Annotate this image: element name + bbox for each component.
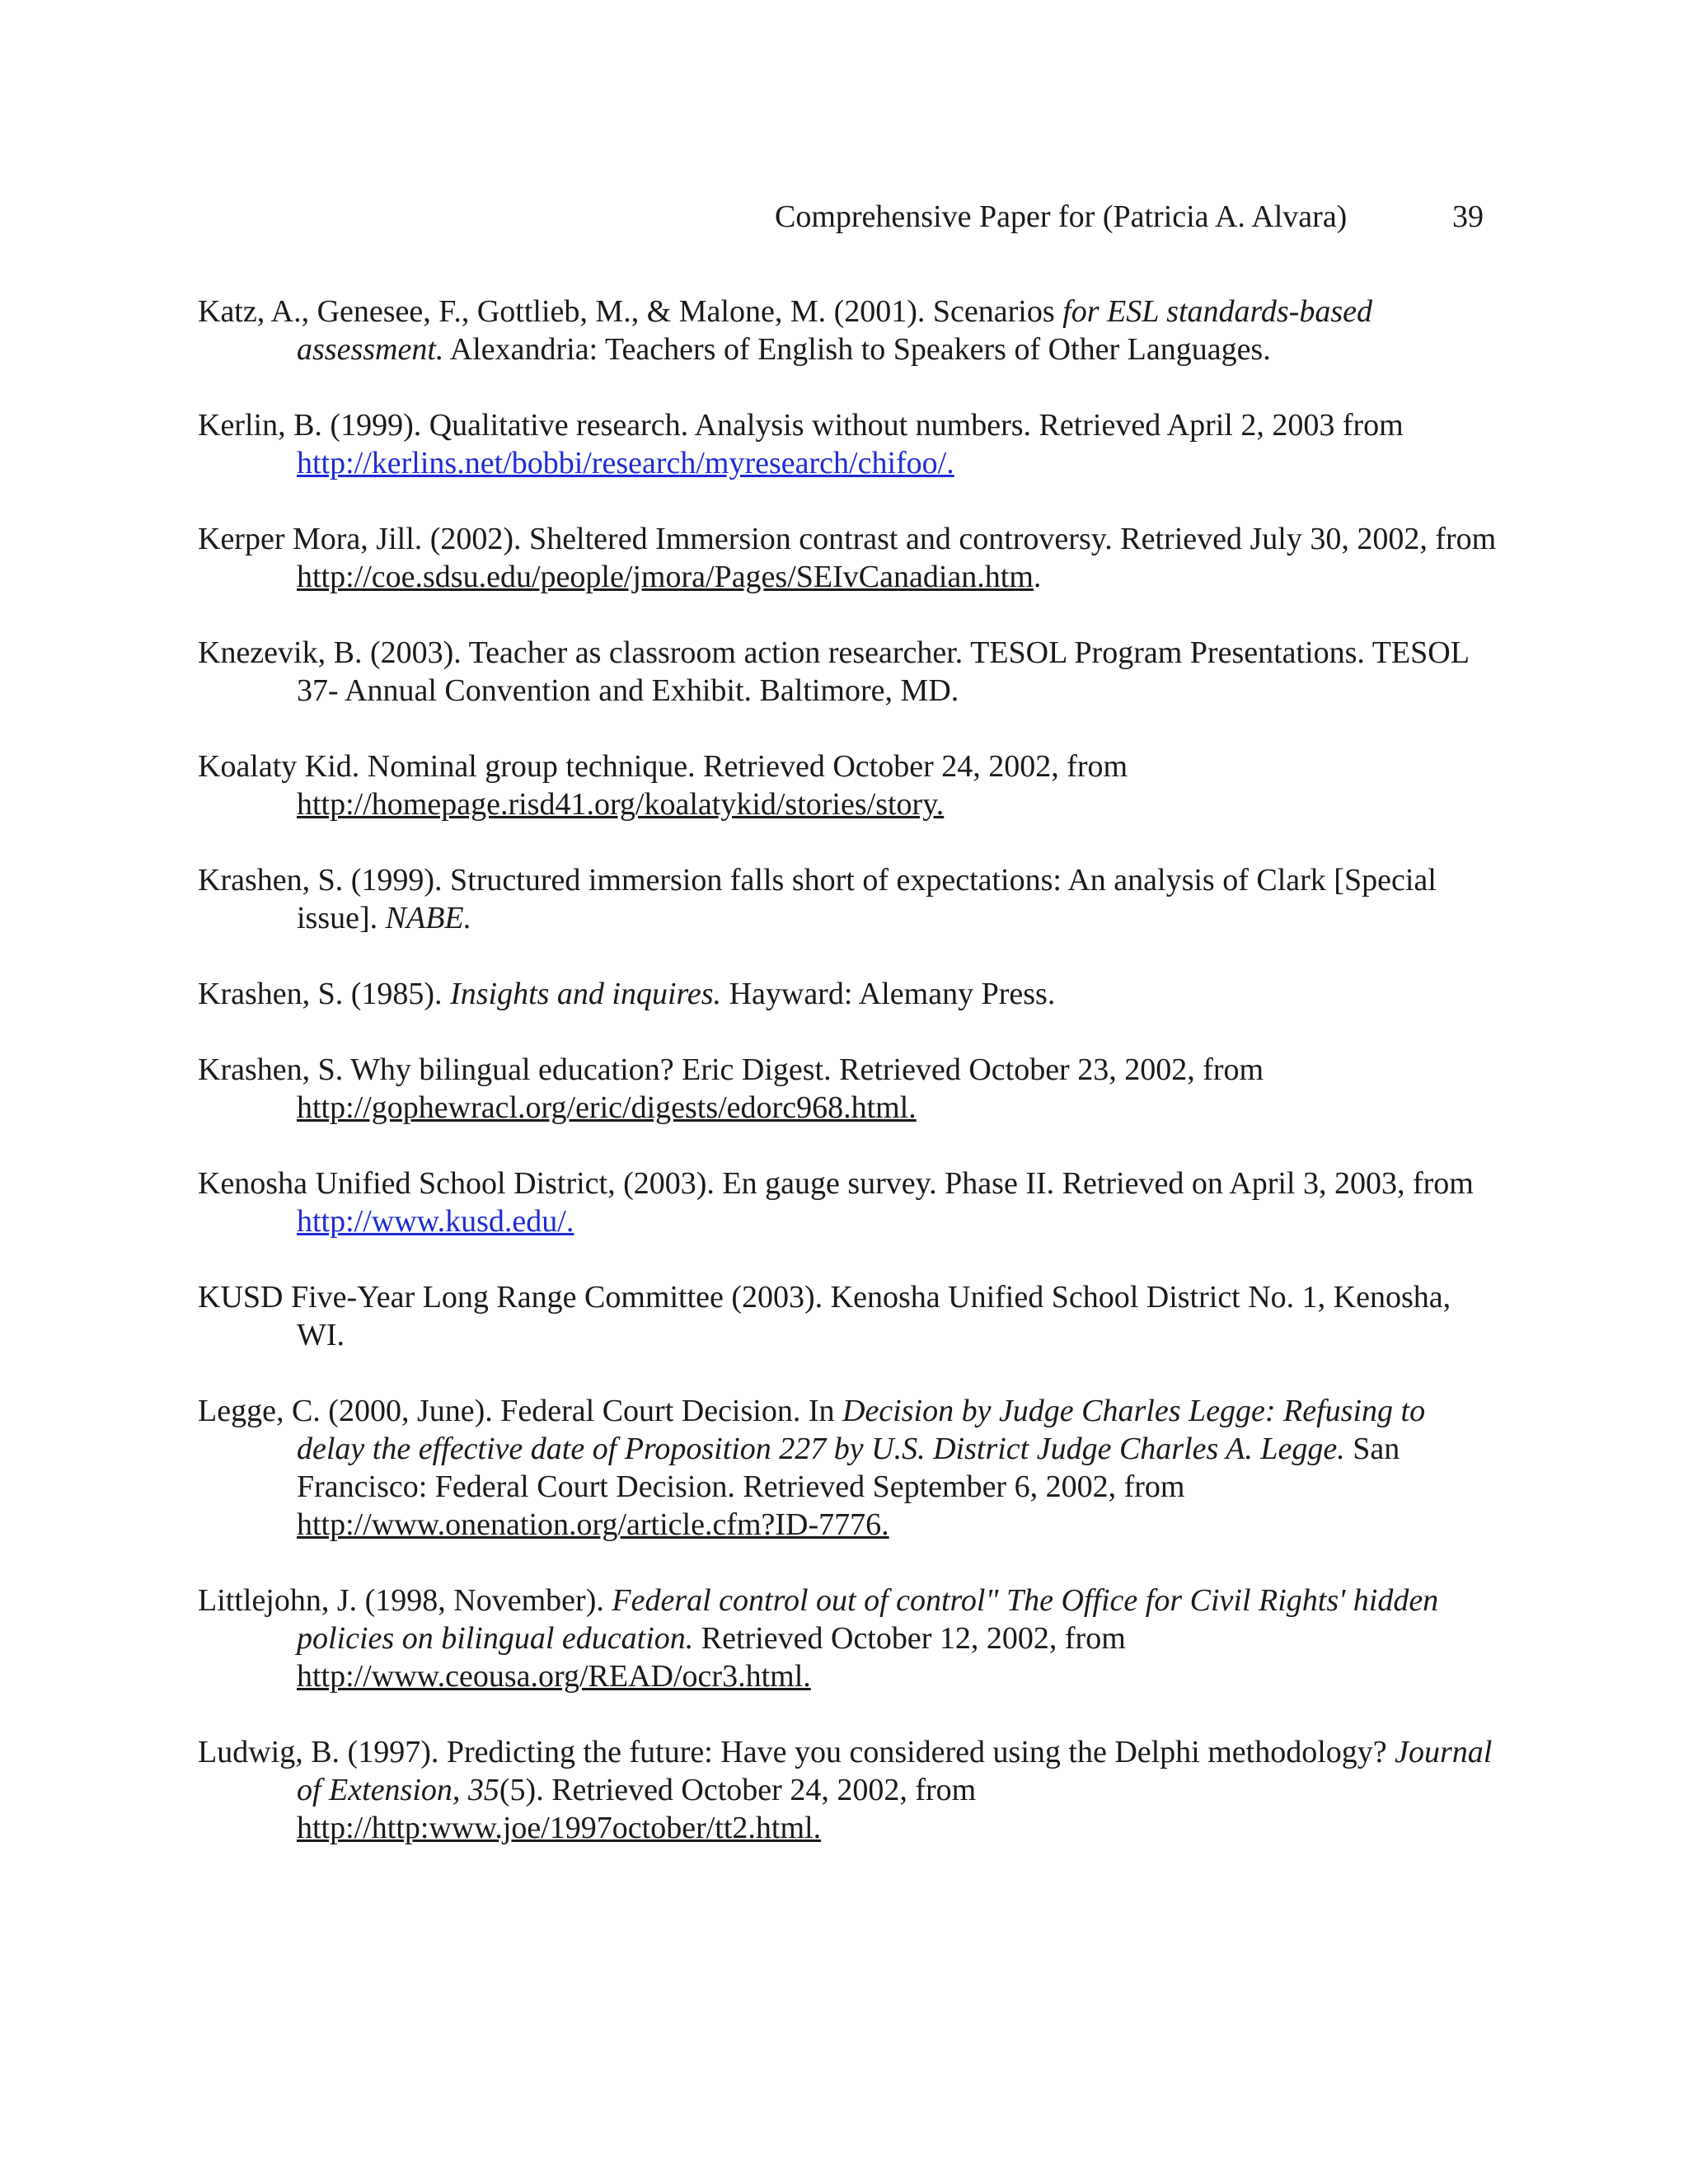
running-head [775,198,1484,236]
reference-link[interactable]: http://gophewracl.org/eric/digests/edorc968.html. [297,1090,917,1125]
reference-entry-koalaty-kid [198,748,1500,823]
reference-text: Knezevik, B. (2003). Teacher as classroom action researcher. TESOL Program Presentations. TESOL 37- Annual Convention and Exhibit. Baltimore, MD. [198,635,1469,708]
reference-entry-kerlin [198,406,1500,482]
reference-title: Insights and inquires. [450,977,722,1011]
reference-list [198,293,1500,1885]
reference-entry-littlejohn [198,1582,1500,1695]
reference-entry-katz [198,293,1500,368]
reference-entry-kerper-mora [198,520,1500,596]
reference-text: Littlejohn, J. (1998, November). [198,1583,612,1618]
reference-text: Kerper Mora, Jill. (2002). Sheltered Immersion contrast and controversy. Retrieved July 30, 2002, from [198,522,1497,556]
reference-link[interactable]: http://homepage.risd41.org/koalatykid/stories/story. [297,787,945,822]
reference-text: Ludwig, B. (1997). Predicting the future: Have you considered using the Delphi methodology? [198,1735,1395,1769]
reference-entry-krashen-eric [198,1051,1500,1127]
reference-text: KUSD Five-Year Long Range Committee (2003). Kenosha Unified School District No. 1, Kenosha, WI. [198,1280,1451,1352]
reference-entry-kusd [198,1278,1500,1354]
reference-link[interactable]: http://www.ceousa.org/READ/ocr3.html. [297,1659,811,1694]
reference-title: NABE. [385,901,472,935]
reference-title: Decision by Judge Charles Legge: Refusing to delay the effective date of Proposition 227 by U.S. District Judge Charles A. Legge. [297,1394,1426,1466]
reference-title: Journal of Extension, 35 [297,1735,1493,1807]
reference-text: Kenosha Unified School District, (2003). En gauge survey. Phase II. Retrieved on April 3, 2003, from [198,1166,1474,1201]
reference-text: Kerlin, B. (1999). Qualitative research. Analysis without numbers. Retrieved April 2, 2003 from [198,408,1404,443]
reference-entry-knezevik [198,634,1500,710]
reference-text: Krashen, S. (1985). [198,977,451,1011]
reference-text: San Francisco: Federal Court Decision. Retrieved September 6, 2002, from [297,1432,1400,1504]
running-head-title: Comprehensive Paper for (Patricia A. Alvara) [775,199,1348,234]
reference-link[interactable]: http://kerlins.net/bobbi/research/myresearch/chifoo/. [297,446,954,480]
reference-text: Koalaty Kid. Nominal group technique. Retrieved October 24, 2002, from [198,749,1128,784]
reference-text: (5). Retrieved October 24, 2002, from [499,1773,977,1807]
reference-title: Federal control out of control" The Office for Civil Rights' hidden policies on bilingual education. [297,1583,1439,1656]
reference-title: for ESL standards-based assessment. [297,294,1372,367]
reference-entry-ludwig [198,1733,1500,1847]
reference-text: Krashen, S. Why bilingual education? Eric Digest. Retrieved October 23, 2002, from [198,1052,1264,1087]
reference-entry-krashen-1999 [198,861,1500,937]
reference-link[interactable]: http://www.kusd.edu/. [297,1204,574,1239]
reference-text: Krashen, S. (1999). Structured immersion falls short of expectations: An analysis of Clark [Special issue]. [198,863,1437,935]
reference-text: Retrieved October 12, 2002, from [693,1621,1126,1656]
reference-link[interactable]: http://http:www.joe/1997october/tt2.html. [297,1811,822,1845]
reference-entry-kenosha [198,1165,1500,1240]
reference-entry-legge [198,1392,1500,1544]
reference-text: Hayward: Alemany Press. [721,977,1056,1011]
reference-entry-krashen-1985 [198,975,1500,1013]
page-number: 39 [1452,199,1484,234]
reference-text: Alexandria: Teachers of English to Speakers of Other Languages. [443,332,1271,367]
reference-link[interactable]: http://www.onenation.org/article.cfm?ID-7776. [297,1507,889,1542]
reference-text: Katz, A., Genesee, F., Gottlieb, M., & Malone, M. (2001). Scenarios [198,294,1063,329]
reference-text: . [1033,560,1042,594]
reference-text: Legge, C. (2000, June). Federal Court Decision. In [198,1394,842,1428]
reference-link[interactable]: http://coe.sdsu.edu/people/jmora/Pages/SEIvCanadian.htm [297,560,1034,594]
